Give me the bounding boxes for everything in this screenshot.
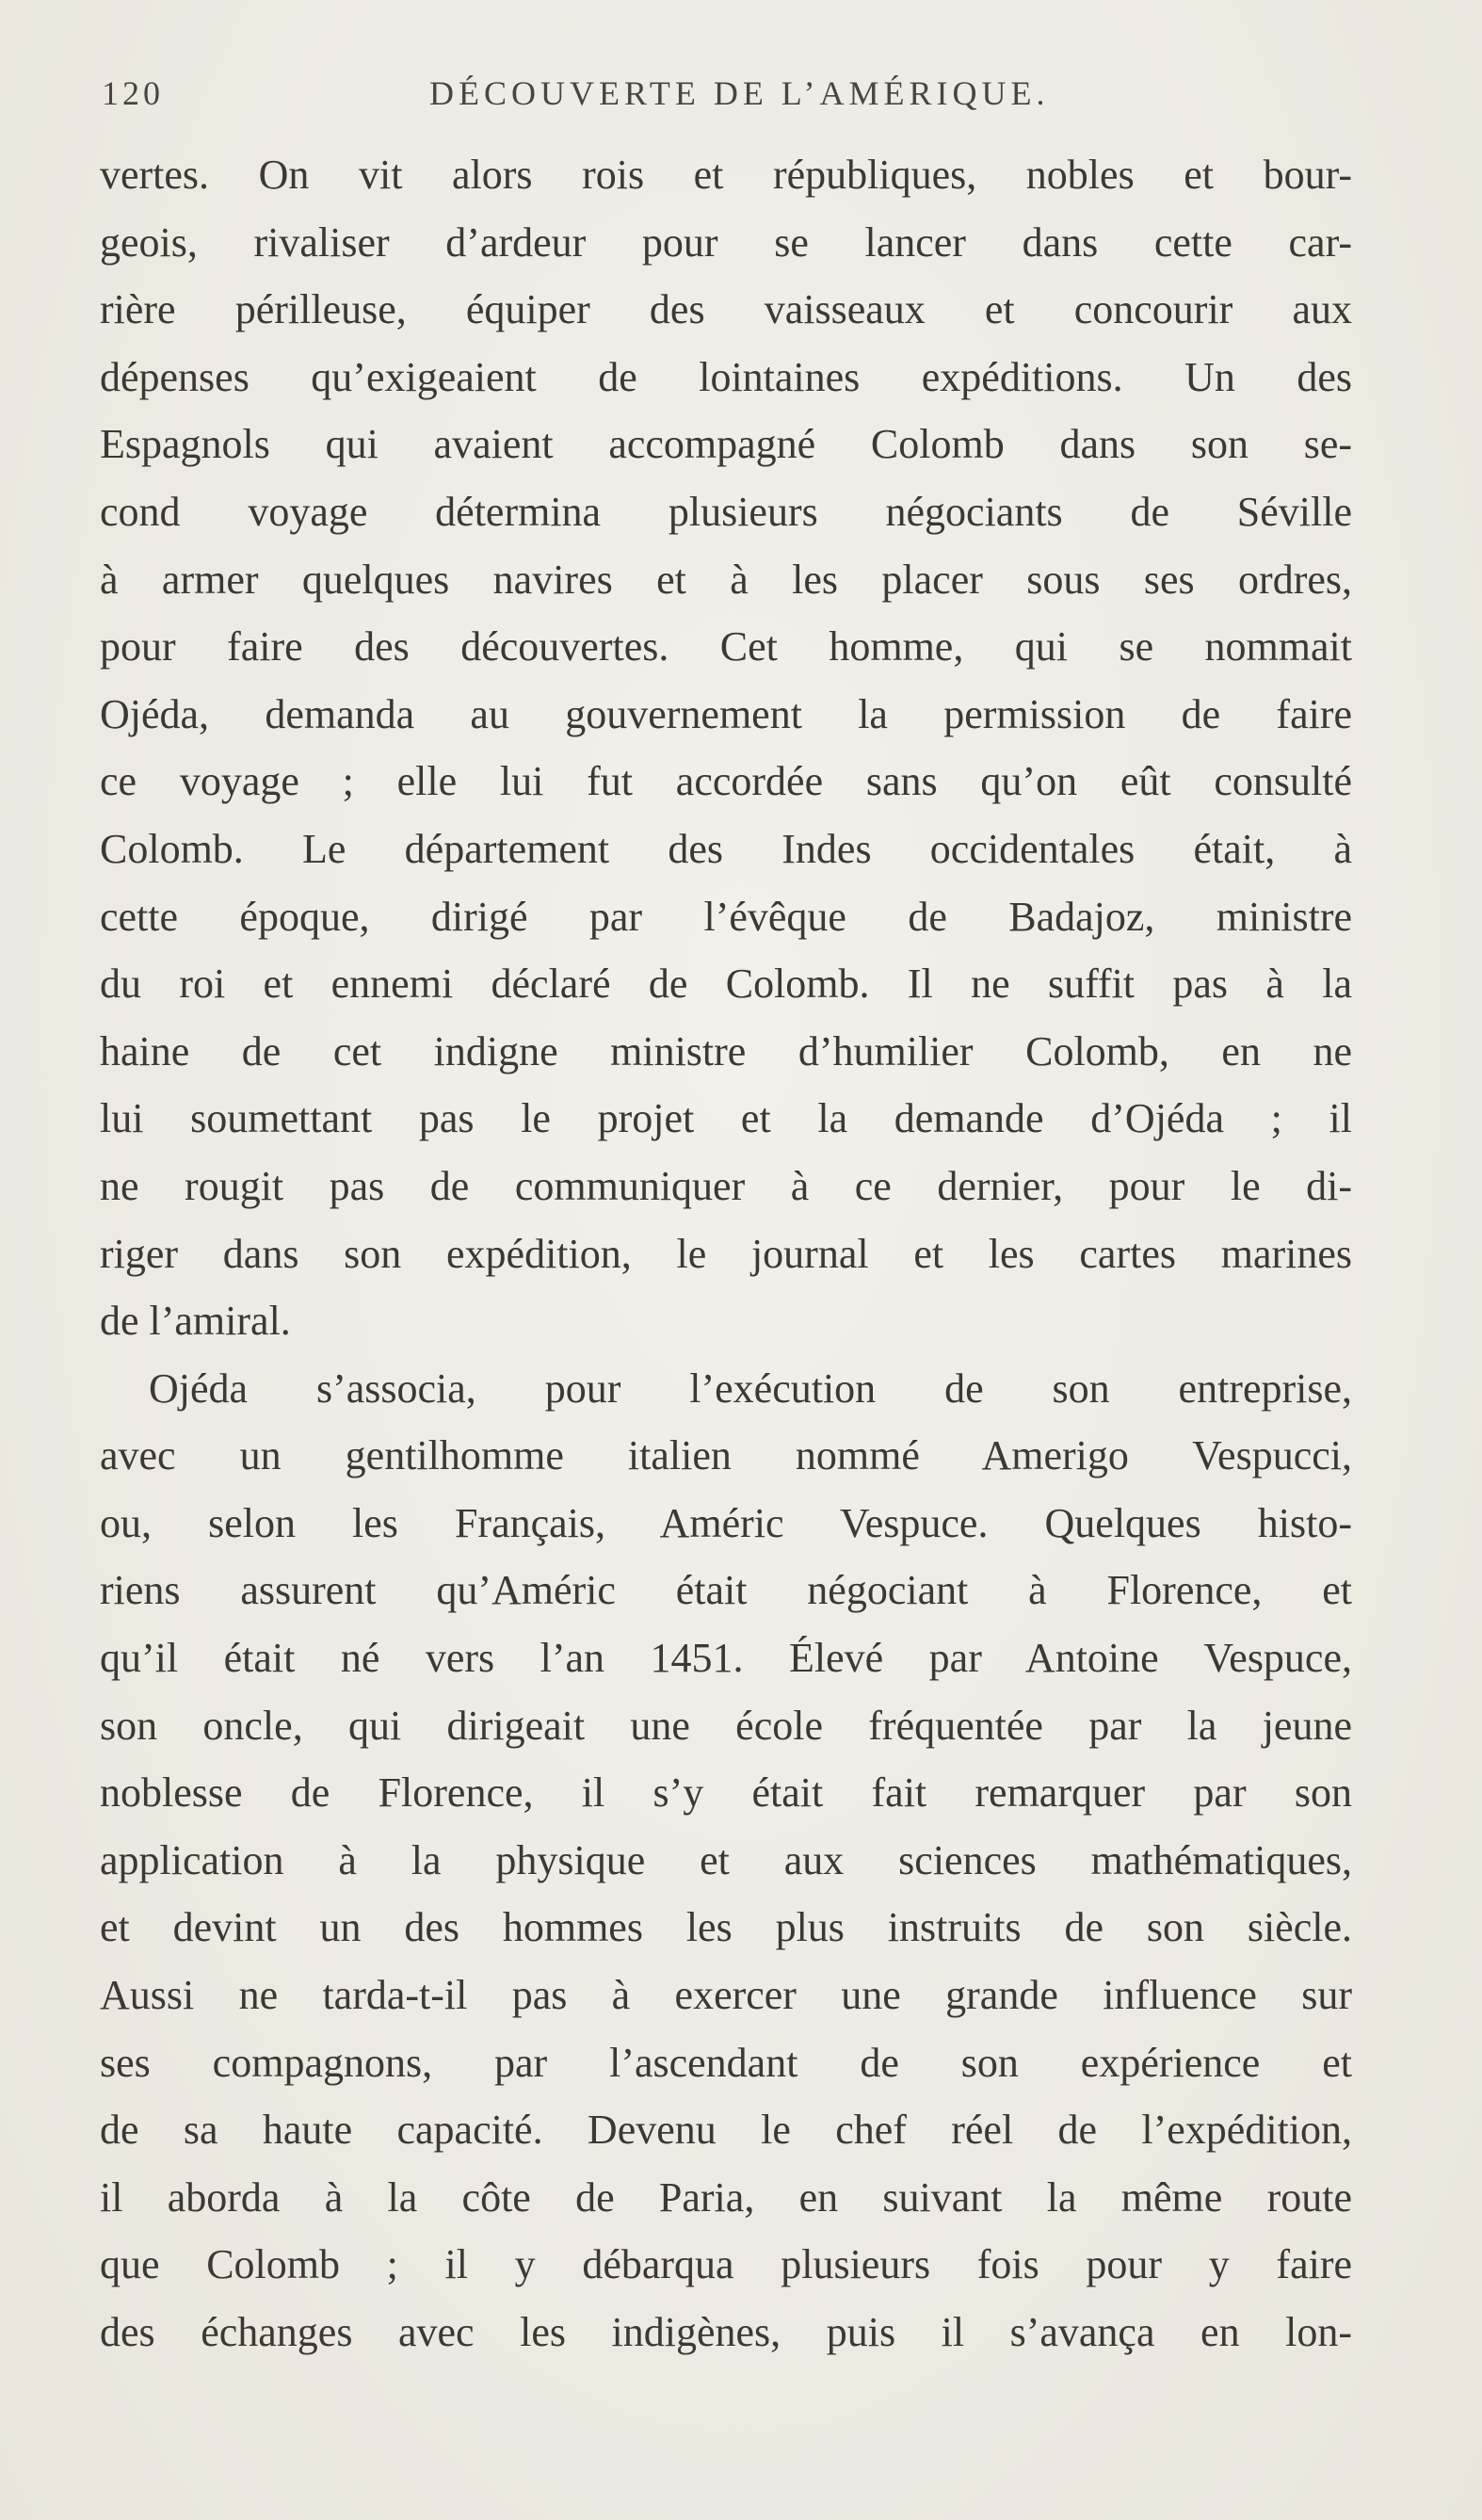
text-line: haine de cet indigne ministre d’humilier Colomb, en ne (100, 1027, 1352, 1074)
page-number: 120 (102, 74, 164, 112)
text-line: il aborda à la côte de Paria, en suivant la même route (100, 2173, 1352, 2221)
text-line: riger dans son expédition, le journal et les cartes marines (100, 1230, 1352, 1277)
text-line: ses compagnons, par l’ascendant de son expérience et (100, 2039, 1352, 2086)
text-line: Ojéda, demanda au gouvernement la permission de faire (100, 690, 1352, 737)
text-line: cond voyage détermina plusieurs négociants de Séville (100, 488, 1352, 535)
text-line: ou, selon les Français, Améric Vespuce. Quelques histo- (100, 1499, 1352, 1546)
text-line: geois, rivaliser d’ardeur pour se lancer dans cette car- (100, 218, 1352, 266)
paragraph-first-line: Ojéda s’associa, pour l’exécution de son entreprise, (149, 1365, 1352, 1412)
text-line: Espagnols qui avaient accompagné Colomb dans son se- (100, 421, 1352, 468)
text-line: ce voyage ; elle lui fut accordée sans qu’on eût consulté (100, 758, 1352, 805)
text-line: vertes. On vit alors rois et républiques, nobles et bour- (100, 152, 1352, 198)
text-line: à armer quelques navires et à les placer sous ses ordres, (100, 556, 1352, 603)
text-line: qu’il était né vers l’an 1451. Élevé par Antoine Vespuce, (100, 1635, 1352, 1682)
text-line: application à la physique et aux sciences mathématiques, (100, 1836, 1352, 1883)
text-line: son oncle, qui dirigeait une école fréquentée par la jeune (100, 1702, 1352, 1749)
text-line: des échanges avec les indigènes, puis il s’avança en lon- (100, 2309, 1352, 2355)
text-line: lui soumettant pas le projet et la demande d’Ojéda ; il (100, 1095, 1352, 1142)
text-line: cette époque, dirigé par l’évêque de Badajoz, ministre (100, 893, 1352, 940)
text-line: pour faire des découvertes. Cet homme, qui se nommait (100, 623, 1352, 670)
text-line: Aussi ne tarda-t-il pas à exercer une grande influence sur (100, 1972, 1352, 2019)
text-line: rière périlleuse, équiper des vaisseaux et concourir aux (100, 286, 1352, 333)
text-line: avec un gentilhomme italien nommé Amerigo Vespucci, (100, 1432, 1352, 1479)
paragraph-last-line: de l’amiral. (100, 1298, 291, 1345)
running-title: DÉCOUVERTE DE L’AMÉRIQUE. (429, 74, 1050, 112)
text-line: Colomb. Le département des Indes occidentales était, à (100, 825, 1352, 872)
text-line: et devint un des hommes les plus instruits de son siècle. (100, 1904, 1352, 1951)
text-line: ne rougit pas de communiquer à ce dernier, pour le di- (100, 1162, 1352, 1209)
text-line: du roi et ennemi déclaré de Colomb. Il ne suffit pas à la (100, 961, 1352, 1008)
text-line: noblesse de Florence, il s’y était fait remarquer par son (100, 1769, 1352, 1817)
text-line: dépenses qu’exigeaient de lointaines expéditions. Un des (100, 353, 1352, 400)
body-text (100, 141, 1352, 2367)
text-line: que Colomb ; il y débarqua plusieurs fois pour y faire (100, 2241, 1352, 2288)
text-line: riens assurent qu’Améric était négociant à Florence, et (100, 1567, 1352, 1614)
running-head (102, 73, 1345, 130)
text-line: de sa haute capacité. Devenu le chef réel de l’expédition, (100, 2107, 1352, 2154)
